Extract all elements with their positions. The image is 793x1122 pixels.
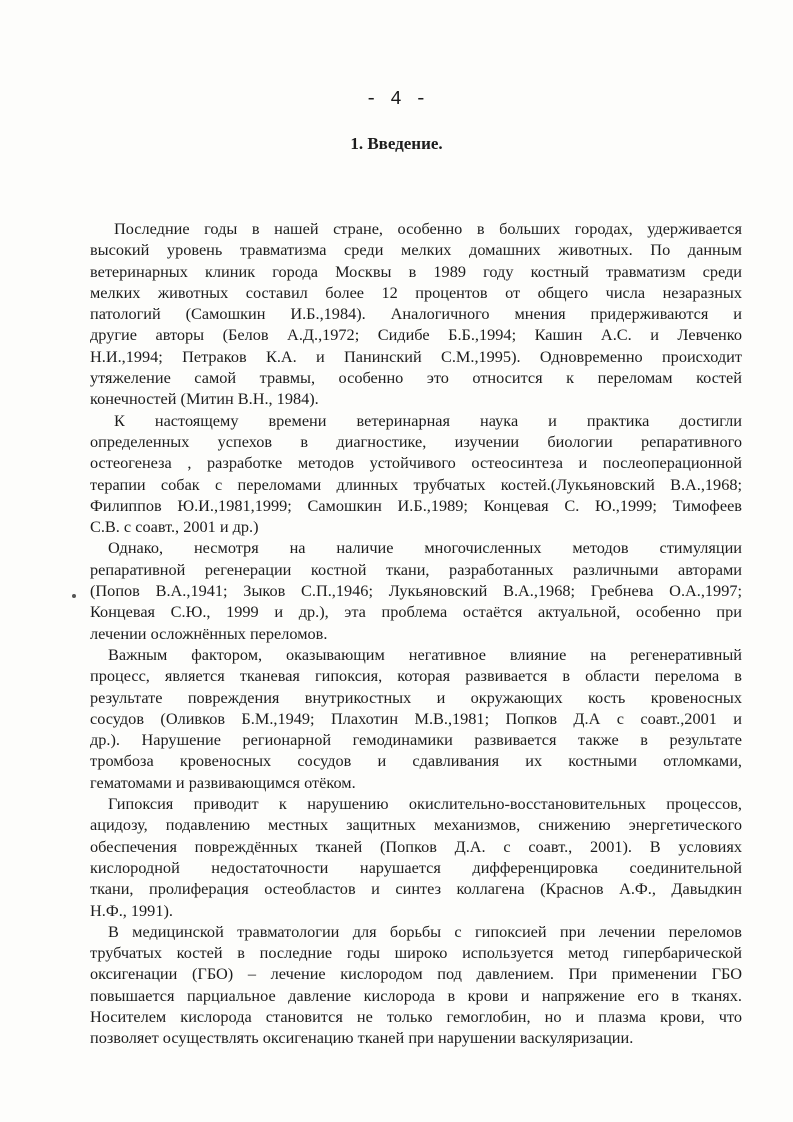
text-line: Гипоксия приводит к нарушению окислительно-восстановительных процессов, [108,794,742,814]
text-line: ветеринарных клиник города Москвы в 1989 году костный травматизм среди [90,261,742,281]
text-line: В медицинской травматологии для борьбы с гипоксией при лечении переломов [108,921,742,941]
text-line: ацидозу, подавлению местных защитных механизмов, снижению энергетического [90,815,742,835]
text-line: Н.И.,1994; Петраков К.А. и Панинский С.М.,1995). Одновременно происходит [90,346,742,366]
text-line: Однако, несмотря на наличие многочисленных методов стимуляции [108,538,742,558]
text-line: позволяет осуществлять оксигенацию тканей при нарушении васкуляризации. [90,1028,634,1048]
text-line: терапии собак с переломами длинных трубчатых костей.(Лукьяновский В.А.,1968; [90,474,742,494]
text-line: Носителем кислорода становится не только гемоглобин, но и плазма крови, что [90,1006,742,1026]
text-line: определенных успехов в диагностике, изучении биологии репаративного [90,431,742,451]
text-line: репаративной регенерации костной ткани, разработанных различными авторами [90,559,742,579]
text-line: Последние годы в нашей стране, особенно в больших городах, удерживается [114,219,742,238]
paragraph-2 [90,410,742,538]
text-line: процесс, является тканевая гипоксия, которая развивается в области перелома в [90,666,742,686]
body-text [90,218,742,1049]
scan-speck [72,594,76,598]
text-line: обеспечения повреждённых тканей (Попков Д.А. с соавт., 2001). В условиях [90,836,742,856]
text-line: утяжеление самой травмы, особенно это относится к переломам костей [90,368,742,388]
text-line: гематомами и развивающимся отёком. [90,772,356,792]
text-line: тромбоза кровеносных сосудов и сдавливания их костными отломками, [90,751,742,771]
text-line: сосудов (Оливков Б.М.,1949; Плахотин М.В.,1981; Попков Д.А с соавт.,2001 и [90,708,742,728]
text-line: результате повреждения внутрикостных и окружающих кость кровеносных [90,687,742,707]
text-line: кислородной недостаточности нарушается дифференцировка соединительной [90,857,742,877]
text-line: Концевая С.Ю., 1999 и др.), эта проблема остаётся актуальной, особенно при [90,602,742,622]
text-line: конечностей (Митин В.Н., 1984). [90,389,319,409]
paragraph-5 [90,793,742,921]
text-line: остеогенеза , разработке методов устойчивого остеосинтеза и послеоперационной [90,453,742,473]
text-line: С.В. с соавт., 2001 и др.) [90,517,259,537]
text-line: мелких животных составил более 12 процентов от общего числа незаразных [90,282,742,302]
page-number: - 4 - [365,88,428,110]
text-line: трубчатых костей в последние годы широко используется метод гипербарической [90,943,742,963]
section-title: 1. Введение. [350,134,443,153]
paragraph-3 [90,537,742,643]
paragraph-6 [90,921,742,1049]
text-line: ткани, пролиферация остеобластов и синтез коллагена (Краснов А.Ф., Давыдкин [90,879,742,899]
text-line: Н.Ф., 1991). [90,900,173,920]
text-line: (Попов В.А.,1941; Зыков С.П.,1946; Лукьяновский В.А.,1968; Гребнева О.А.,1997; [90,581,742,601]
text-line: др.). Нарушение регионарной гемодинамики развивается также в результате [90,730,742,750]
text-line: другие авторы (Белов А.Д.,1972; Сидибе Б.Б.,1994; Кашин А.С. и Левченко [90,325,742,345]
text-line: патологий (Самошкин И.Б.,1984). Аналогичного мнения придерживаются и [90,304,742,324]
paragraph-1 [90,218,742,410]
paragraph-4 [90,644,742,793]
text-line: высокий уровень травматизма среди мелких домашних животных. По данным [90,240,742,260]
text-line: лечении осложнённых переломов. [90,623,328,643]
text-line: повышается парциальное давление кислорода в крови и напряжение его в тканях. [90,985,742,1005]
text-line: К настоящему времени ветеринарная наука и практика достигли [114,410,742,430]
text-line: оксигенации (ГБО) – лечение кислородом под давлением. При применении ГБО [90,964,742,984]
text-line: Филиппов Ю.И.,1981,1999; Самошкин И.Б.,1989; Концевая С. Ю.,1999; Тимофеев [90,495,742,515]
text-line: Важным фактором, оказывающим негативное влияние на регенеративный [108,644,742,664]
